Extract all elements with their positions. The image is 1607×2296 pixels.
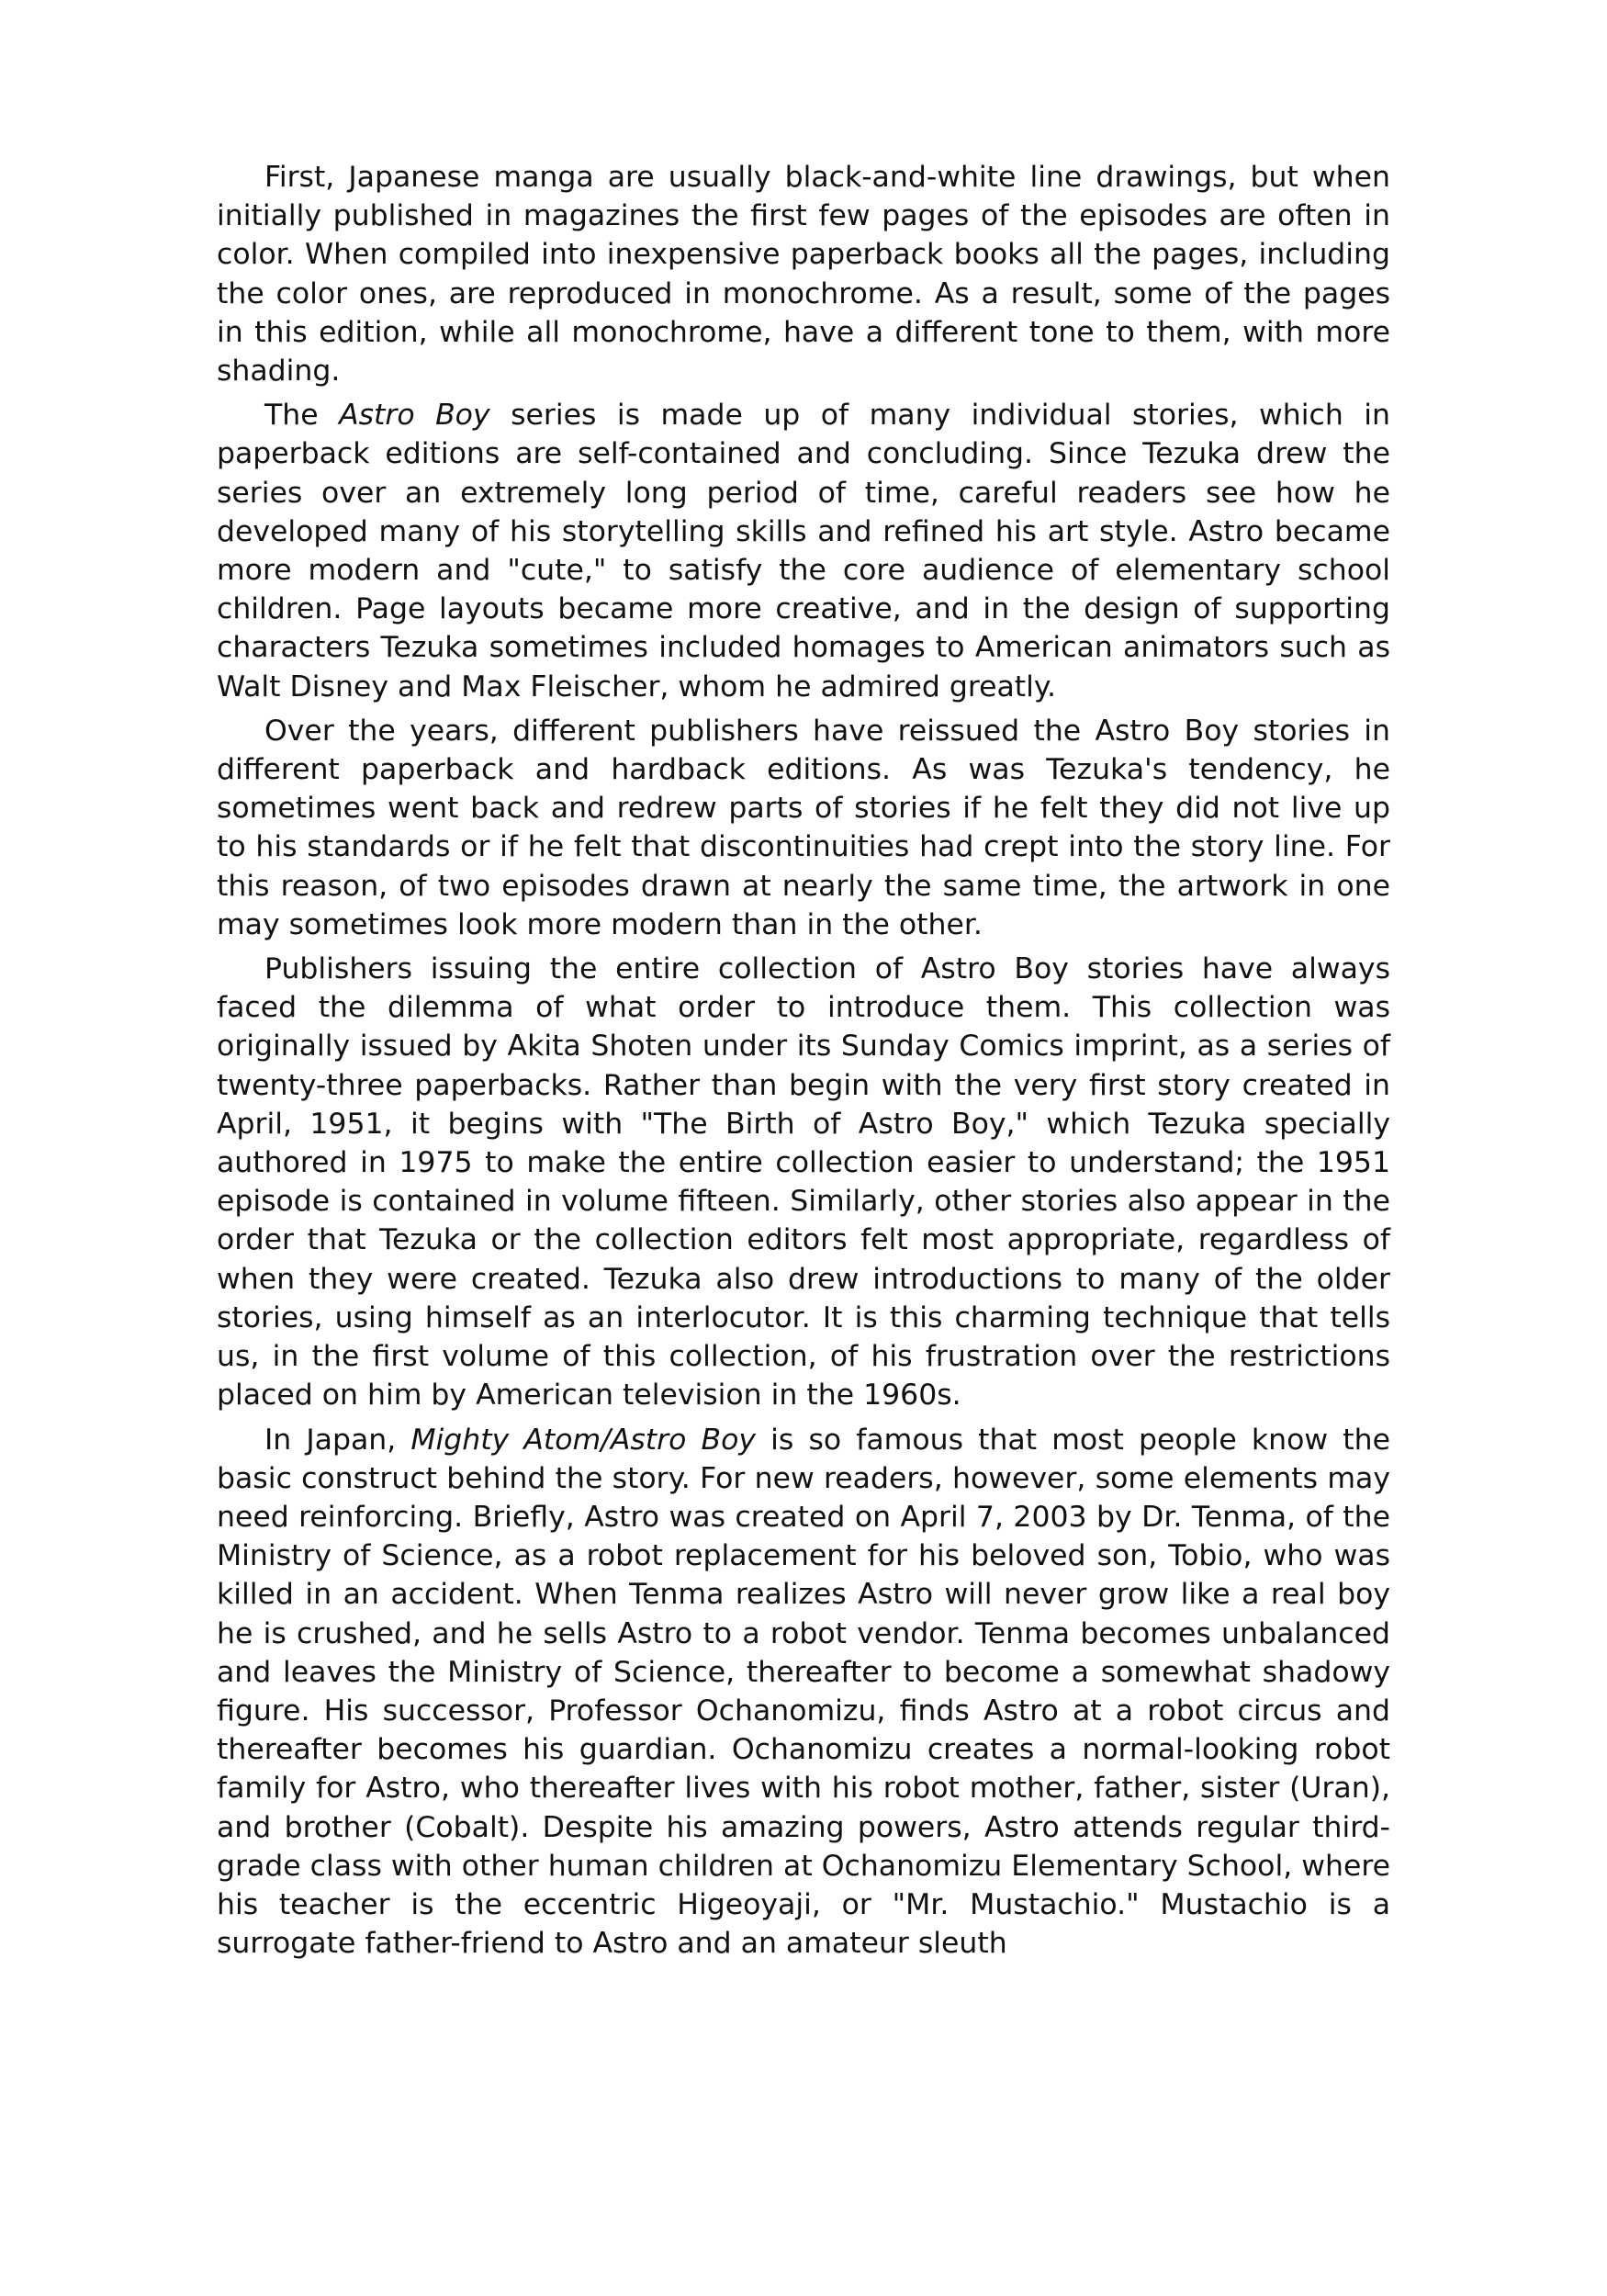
document-page (217, 158, 1390, 1963)
paragraph-color-pages (217, 158, 1390, 390)
paragraph-text: The (264, 399, 340, 433)
paragraph-text: First, Japanese manga are usually black-and-white line drawings, but when initially published in magazines the first few pages of the episodes are often in color. When compiled into inexpensive paperback books all the pages, including the color ones, are reproduced in monochrome. As a result, some of the pages in this edition, while all monochrome, have a different tone to them, with more shading. (217, 161, 1390, 388)
paragraph-text: is so famous that most people know the basic construct behind the story. For new readers, however, some elements may need reinforcing. Briefly, Astro was created on April 7, 2003 by Dr. Tenma, of the Ministry of Science, as a robot replacement for his beloved son, Tobio, who was killed in an accident. When Tenma realizes Astro will never grow like a real boy he is crushed, and he sells Astro to a robot vendor. Tenma becomes unbalanced and leaves the Ministry of Science, thereafter to become a somewhat shadowy figure. His successor, Professor Ochanomizu, finds Astro at a robot circus and thereafter becomes his guardian. Ochanomizu creates a normal-looking robot family for Astro, who thereafter lives with his robot mother, father, sister (Uran), and brother (Cobalt). Despite his amazing powers, Astro attends regular third-grade class with other human children at Ochanomizu Elementary School, where his teacher is the eccentric Higeoyaji, or "Mr. Mustachio." Mustachio is a surrogate father-friend to Astro and an amateur sleuth (217, 1423, 1390, 1961)
paragraph-text: Publishers issuing the entire collection of Astro Boy stories have always faced the dilemma of what order to introduce them. This collection was originally issued by Akita Shoten under its Sunday Comics imprint, as a series of twenty-three paperbacks. Rather than begin with the very first story created in April, 1951, it begins with "The Birth of Astro Boy," which Tezuka specially authored in 1975 to make the entire collection easier to understand; the 1951 episode is contained in volume fifteen. Similarly, other stories also appear in the order that Tezuka or the collection editors felt most appropriate, regardless of when they were created. Tezuka also drew introductions to many of the older stories, using himself as an interlocutor. It is this charming technique that tells us, in the first volume of this collection, of his frustration over the restrictions placed on him by American television in the 1960s. (217, 952, 1390, 1412)
paragraph-text: Over the years, different publishers have reissued the Astro Boy stories in different paperback and hardback editions. As was Tezuka's tendency, he sometimes went back and redrew parts of stories if he felt they did not live up to his standards or if he felt that discontinuities had crept into the story line. For this reason, of two episodes drawn at nearly the same time, the artwork in one may sometimes look more modern than in the other. (217, 714, 1390, 941)
paragraph-text: In Japan, (264, 1423, 411, 1457)
paragraph-story-background (217, 1421, 1390, 1964)
italic-title: Mighty Atom/Astro Boy (410, 1423, 757, 1457)
paragraph-text: series is made up of many individual stories, which in paperback editions are self-contained and concluding. Since Tezuka drew the series over an extremely long period of time, careful readers see how he developed many of his storytelling skills and refined his art style. Astro became more modern and "cute," to satisfy the core audience of elementary school children. Page layouts became more creative, and in the design of supporting characters Tezuka sometimes included homages to American animators such as Walt Disney and Max Fleischer, whom he admired greatly. (217, 399, 1390, 703)
paragraph-collection-order (217, 950, 1390, 1414)
paragraph-reissued-editions (217, 712, 1390, 944)
paragraph-astro-boy-series (217, 396, 1390, 706)
italic-title: Astro Boy (339, 399, 490, 433)
